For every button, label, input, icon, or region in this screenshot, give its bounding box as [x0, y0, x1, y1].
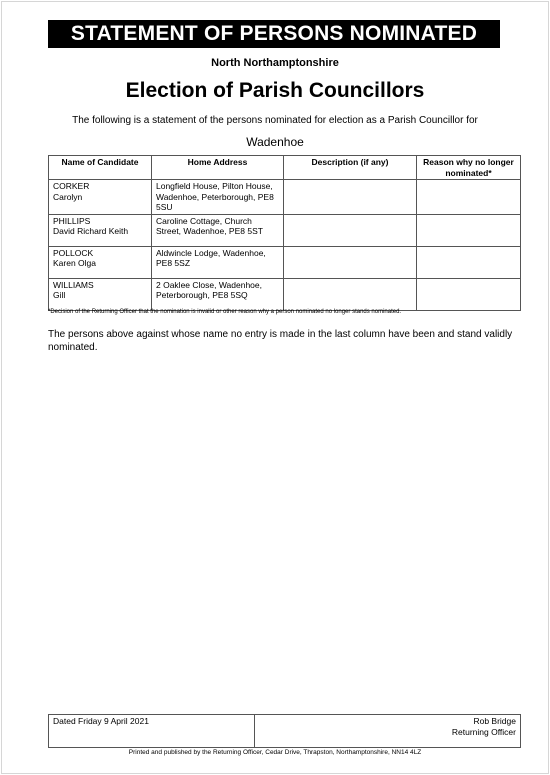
election-title: Election of Parish Councillors: [125, 79, 425, 102]
candidate-description: [284, 246, 417, 278]
candidate-address: Aldwincle Lodge, Wadenhoe, PE8 5SZ: [152, 246, 284, 278]
candidates-table: [48, 155, 521, 311]
candidate-reason: [417, 180, 521, 215]
candidate-forenames: Carolyn: [53, 191, 83, 202]
intro-text: The following is a statement of the persons nominated for election as a Parish Councillor for: [72, 115, 478, 126]
candidate-reason: [417, 246, 521, 278]
parish-name: Wadenhoe: [246, 135, 304, 149]
table-row: [49, 278, 521, 310]
candidate-address: 2 Oaklee Close, Wadenhoe, Peterborough, PE8 5SQ: [152, 278, 284, 310]
header-name: Name of Candidate: [49, 156, 152, 180]
candidate-address: Caroline Cottage, Church Street, Wadenhoe, PE8 5ST: [152, 214, 284, 246]
council-name: North Northamptonshire: [211, 57, 339, 69]
candidate-name-cell: [49, 214, 152, 246]
signature-table: [48, 714, 521, 748]
officer-title: Returning Officer: [451, 727, 516, 737]
table-row: [49, 214, 521, 246]
candidate-address: Longfield House, Pilton House, Wadenhoe, Peterborough, PE8 5SU: [152, 180, 284, 215]
header-address: Home Address: [152, 156, 284, 180]
imprint: Printed and published by the Returning Officer, Cedar Drive, Thrapston, Northamptonshire, NN14 4LZ: [128, 749, 422, 756]
candidate-description: [284, 180, 417, 215]
dated-cell: [49, 715, 255, 748]
candidate-forenames: Karen Olga: [53, 258, 96, 268]
candidate-surname: CORKER: [53, 181, 90, 191]
table-row: [49, 246, 521, 278]
candidate-description: [284, 214, 417, 246]
header-description: Description (if any): [284, 156, 417, 180]
table-header-row: [49, 156, 521, 180]
dated-text: Dated Friday 9 April 2021: [53, 716, 149, 726]
candidate-description: [284, 278, 417, 310]
header-reason: Reason why no longer nominated*: [417, 156, 521, 180]
table-row: [49, 180, 521, 215]
candidate-name-cell: [49, 246, 152, 278]
officer-name: Rob Bridge: [473, 716, 516, 726]
page-banner: STATEMENT OF PERSONS NOMINATED: [48, 20, 500, 48]
candidate-surname: POLLOCK: [53, 247, 94, 258]
candidate-forenames: Gill: [53, 290, 66, 300]
officer-cell: [255, 715, 521, 748]
candidate-name-cell: [49, 180, 152, 215]
candidate-reason: [417, 278, 521, 310]
candidate-name-cell: [49, 278, 152, 310]
candidate-reason: [417, 214, 521, 246]
candidate-surname: WILLIAMS: [53, 279, 94, 290]
footnote: *Decision of the Returning Officer that the nomination is invalid or other reason why a person nominated no longer stands nominated.: [48, 309, 402, 315]
candidate-surname: PHILLIPS: [53, 215, 91, 226]
nomination-statement: The persons above against whose name no entry is made in the last column have been and stand validly nominated.: [48, 329, 513, 353]
candidate-forenames: David Richard Keith: [53, 226, 129, 236]
